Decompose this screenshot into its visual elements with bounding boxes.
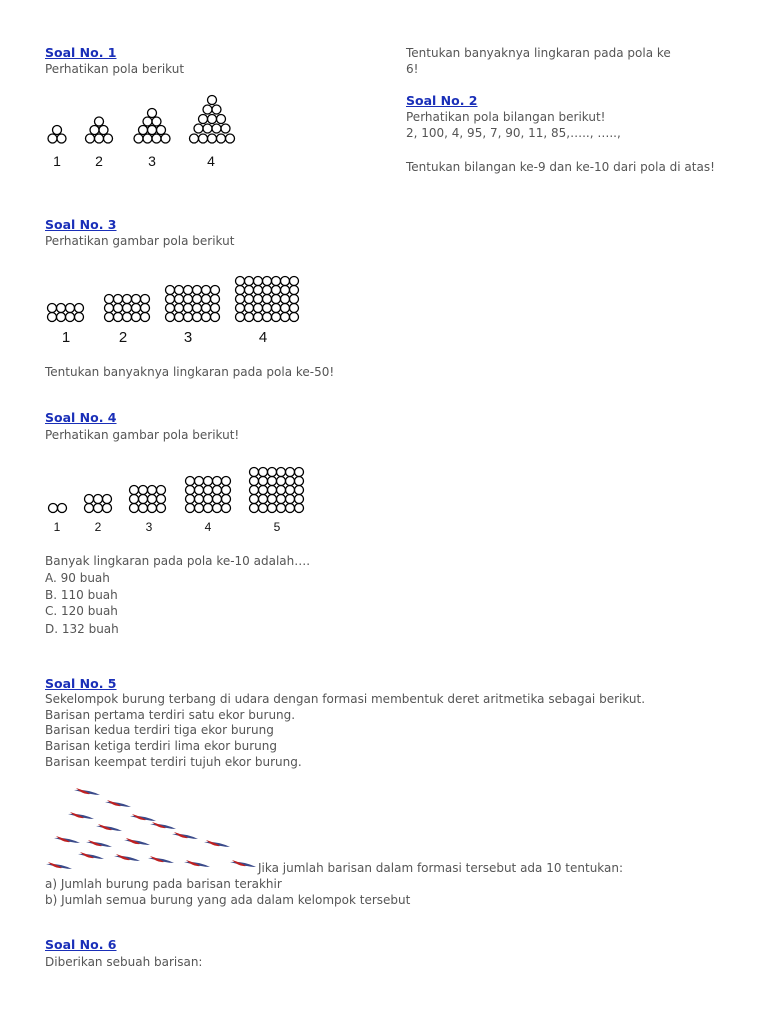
soal-5-heading[interactable]: Soal No. 5 — [45, 676, 117, 691]
pattern-circle — [290, 277, 299, 286]
pattern-circle — [286, 495, 295, 504]
soal-5-line-1: Sekelompok burung terbang di udara dengan formasi membentuk deret aritmetika sebagai berikut. — [45, 692, 646, 706]
pattern-circle — [236, 286, 245, 295]
soal-1-label-3: 3 — [148, 153, 156, 169]
pattern-circle — [259, 486, 268, 495]
pattern-circle — [186, 477, 195, 486]
pattern-circle — [281, 286, 290, 295]
pattern-circle — [277, 504, 286, 513]
pattern-circle — [114, 295, 123, 304]
soal-4-label-4: 4 — [204, 520, 212, 534]
pattern-circle — [281, 304, 290, 313]
pattern-circle — [272, 304, 281, 313]
pattern-circle — [186, 504, 195, 513]
soal-5-line-4: Barisan ketiga terdiri lima ekor burung — [45, 739, 277, 753]
bird-formation-image — [44, 782, 260, 878]
pattern-circle — [259, 468, 268, 477]
pattern-circle — [250, 486, 259, 495]
pattern-circle — [290, 313, 299, 322]
bird-icon — [150, 822, 176, 829]
pattern-circle — [202, 304, 211, 313]
bird-icon — [105, 800, 131, 807]
pattern-circle — [66, 304, 75, 313]
pattern-circle — [157, 504, 166, 513]
pattern-circle — [202, 295, 211, 304]
soal-1-heading[interactable]: Soal No. 1 — [45, 45, 117, 60]
pattern-circle — [222, 504, 231, 513]
pattern-circle — [204, 495, 213, 504]
soal-5-item-a: a) Jumlah burung pada barisan terakhir — [45, 877, 282, 891]
soal-3-label-1: 1 — [61, 329, 71, 346]
pattern-circle — [211, 313, 220, 322]
pattern-circle — [290, 286, 299, 295]
bird-icon — [204, 840, 230, 847]
pattern-circle — [103, 504, 112, 513]
pattern-circle — [94, 504, 103, 513]
pattern-circle — [277, 477, 286, 486]
bird-icon — [86, 840, 112, 847]
soal-3-label-4: 4 — [258, 329, 268, 346]
bird-icon — [172, 832, 198, 839]
pattern-circle — [57, 313, 66, 322]
pattern-circle — [148, 486, 157, 495]
pattern-circle — [211, 286, 220, 295]
pattern-circle — [272, 313, 281, 322]
pattern-circle — [48, 304, 57, 313]
bird-icon — [78, 852, 104, 859]
pattern-circle — [259, 504, 268, 513]
pattern-circle — [213, 495, 222, 504]
pattern-circle — [141, 295, 150, 304]
pattern-circle — [123, 295, 132, 304]
soal-4-option-a: A. 90 buah — [45, 571, 110, 585]
pattern-circle — [236, 313, 245, 322]
pattern-circle — [166, 295, 175, 304]
pattern-circle — [245, 286, 254, 295]
soal-5-line-3: Barisan kedua terdiri tiga ekor burung — [45, 723, 274, 737]
pattern-circle — [85, 495, 94, 504]
soal-1-question-line-2: 6! — [406, 62, 419, 76]
pattern-circle — [48, 313, 57, 322]
pattern-circle — [213, 504, 222, 513]
pattern-circle — [236, 277, 245, 286]
bird-icon — [230, 860, 256, 867]
pattern-circle — [132, 304, 141, 313]
pattern-circle — [148, 495, 157, 504]
pattern-circle — [295, 504, 304, 513]
pattern-circle — [259, 495, 268, 504]
pattern-circle — [193, 304, 202, 313]
soal-2-sequence: 2, 100, 4, 95, 7, 90, 11, 85,….., ….., — [406, 126, 621, 140]
pattern-circle — [286, 486, 295, 495]
pattern-circle — [193, 286, 202, 295]
pattern-circle — [157, 486, 166, 495]
pattern-circle — [157, 495, 166, 504]
soal-4-option-b: B. 110 buah — [45, 588, 118, 602]
bird-icon — [184, 860, 210, 867]
pattern-circle — [202, 286, 211, 295]
pattern-circle — [175, 313, 184, 322]
pattern-circle — [286, 477, 295, 486]
pattern-circle — [268, 477, 277, 486]
pattern-circle — [184, 304, 193, 313]
pattern-circle — [184, 286, 193, 295]
pattern-circle — [259, 477, 268, 486]
pattern-circle — [139, 504, 148, 513]
pattern-circle — [245, 304, 254, 313]
pattern-circle — [195, 495, 204, 504]
pattern-circle — [75, 313, 84, 322]
soal-5-line-2: Barisan pertama terdiri satu ekor burung. — [45, 708, 296, 722]
pattern-circle — [49, 504, 58, 513]
pattern-circle — [195, 477, 204, 486]
pattern-circle — [250, 495, 259, 504]
pattern-circle — [148, 504, 157, 513]
pattern-circle — [281, 313, 290, 322]
pattern-circle — [186, 495, 195, 504]
pattern-circle — [213, 486, 222, 495]
pattern-circle — [75, 304, 84, 313]
pattern-circle — [295, 495, 304, 504]
bird-icon — [74, 788, 100, 795]
pattern-circle — [263, 304, 272, 313]
pattern-circle — [105, 304, 114, 313]
pattern-circle — [186, 486, 195, 495]
pattern-circle — [132, 295, 141, 304]
pattern-circle — [263, 277, 272, 286]
pattern-circle — [85, 504, 94, 513]
pattern-circle — [222, 477, 231, 486]
pattern-circle — [211, 304, 220, 313]
pattern-circle — [130, 495, 139, 504]
pattern-circle — [123, 304, 132, 313]
pattern-circle — [277, 486, 286, 495]
soal-1-instruction: Perhatikan pola berikut — [45, 62, 185, 76]
pattern-circle — [141, 313, 150, 322]
pattern-circle — [295, 468, 304, 477]
pattern-circle — [204, 477, 213, 486]
pattern-circle — [290, 295, 299, 304]
soal-1-label-1: 1 — [53, 153, 61, 169]
soal-6-instruction: Diberikan sebuah barisan: — [45, 955, 203, 969]
pattern-circle — [250, 477, 259, 486]
pattern-circle — [268, 495, 277, 504]
pattern-circle — [268, 486, 277, 495]
bird-icon — [46, 862, 72, 869]
pattern-circle — [277, 468, 286, 477]
pattern-circle — [123, 313, 132, 322]
soal-3-rectangle-pattern — [40, 265, 310, 350]
pattern-circle — [236, 304, 245, 313]
pattern-circle — [245, 277, 254, 286]
pattern-circle — [295, 477, 304, 486]
soal-2-question: Tentukan bilangan ke-9 dan ke-10 dari pola di atas! — [406, 160, 715, 174]
soal-3-instruction: Perhatikan gambar pola berikut — [45, 234, 235, 248]
pattern-circle — [184, 313, 193, 322]
pattern-circle — [213, 477, 222, 486]
soal-1-triangle-pattern — [40, 90, 250, 170]
soal-1-label-4: 4 — [207, 153, 215, 169]
soal-4-label-5: 5 — [273, 520, 281, 534]
pattern-circle — [105, 313, 114, 322]
pattern-circle — [245, 313, 254, 322]
bird-icon — [124, 838, 150, 845]
pattern-circle — [281, 295, 290, 304]
pattern-circle — [141, 304, 150, 313]
pattern-circle — [114, 313, 123, 322]
pattern-circle — [236, 295, 245, 304]
pattern-circle — [139, 495, 148, 504]
pattern-circle — [130, 486, 139, 495]
pattern-circle — [105, 295, 114, 304]
soal-4-label-2: 2 — [94, 520, 102, 534]
pattern-circle — [272, 277, 281, 286]
pattern-circle — [175, 295, 184, 304]
pattern-circle — [263, 286, 272, 295]
pattern-circle — [193, 313, 202, 322]
pattern-circle — [103, 495, 112, 504]
pattern-circle — [58, 504, 67, 513]
pattern-circle — [204, 486, 213, 495]
pattern-circle — [184, 295, 193, 304]
soal-3-label-2: 2 — [118, 329, 128, 346]
soal-1-label-2: 2 — [95, 153, 103, 169]
pattern-circle — [66, 313, 75, 322]
pattern-circle — [268, 504, 277, 513]
soal-3-heading[interactable]: Soal No. 3 — [45, 217, 117, 232]
soal-4-heading[interactable]: Soal No. 4 — [45, 410, 117, 425]
pattern-circle — [263, 313, 272, 322]
pattern-circle — [175, 286, 184, 295]
pattern-circle — [204, 504, 213, 513]
soal-6-heading[interactable]: Soal No. 6 — [45, 937, 117, 952]
soal-4-option-c: C. 120 buah — [45, 604, 118, 618]
pattern-circle — [272, 295, 281, 304]
pattern-circle — [222, 486, 231, 495]
soal-4-rectangle-pattern — [40, 458, 320, 538]
pattern-circle — [211, 295, 220, 304]
pattern-circle — [175, 304, 184, 313]
soal-5-item-b: b) Jumlah semua burung yang ada dalam kelompok tersebut — [45, 893, 411, 907]
bird-icon — [54, 836, 80, 843]
pattern-circle — [295, 486, 304, 495]
soal-5-question: Jika jumlah barisan dalam formasi tersebut ada 10 tentukan: — [258, 861, 624, 875]
pattern-circle — [281, 277, 290, 286]
soal-4-label-3: 3 — [145, 520, 153, 534]
soal-4-question: Banyak lingkaran pada pola ke-10 adalah…. — [45, 554, 311, 568]
pattern-circle — [166, 286, 175, 295]
soal-1-question-line-1: Tentukan banyaknya lingkaran pada pola ke — [406, 46, 671, 60]
pattern-circle — [263, 295, 272, 304]
pattern-circle — [94, 495, 103, 504]
pattern-circle — [250, 504, 259, 513]
pattern-circle — [132, 313, 141, 322]
pattern-circle — [114, 304, 123, 313]
pattern-circle — [268, 468, 277, 477]
pattern-circle — [195, 504, 204, 513]
pattern-circle — [277, 495, 286, 504]
soal-4-label-1: 1 — [53, 520, 61, 534]
pattern-circle — [195, 486, 204, 495]
pattern-circle — [166, 304, 175, 313]
pattern-circle — [245, 295, 254, 304]
pattern-circle — [286, 504, 295, 513]
soal-4-option-d: D. 132 buah — [45, 622, 119, 636]
pattern-circle — [254, 313, 263, 322]
pattern-circle — [254, 295, 263, 304]
pattern-circle — [193, 295, 202, 304]
pattern-circle — [254, 277, 263, 286]
pattern-circle — [254, 304, 263, 313]
bird-icon — [68, 812, 94, 819]
soal-5-line-5: Barisan keempat terdiri tujuh ekor burung. — [45, 755, 302, 769]
pattern-circle — [166, 313, 175, 322]
bird-icon — [130, 814, 156, 821]
pattern-circle — [254, 286, 263, 295]
pattern-circle — [272, 286, 281, 295]
pattern-circle — [250, 468, 259, 477]
soal-3-label-3: 3 — [183, 329, 193, 346]
pattern-circle — [202, 313, 211, 322]
soal-2-heading[interactable]: Soal No. 2 — [406, 93, 478, 108]
pattern-circle — [222, 495, 231, 504]
pattern-circle — [286, 468, 295, 477]
soal-4-instruction: Perhatikan gambar pola berikut! — [45, 428, 240, 442]
bird-icon — [148, 856, 174, 863]
pattern-circle — [57, 304, 66, 313]
soal-3-question: Tentukan banyaknya lingkaran pada pola ke-50! — [45, 365, 335, 379]
pattern-circle — [139, 486, 148, 495]
pattern-circle — [290, 304, 299, 313]
pattern-circle — [130, 504, 139, 513]
bird-icon — [96, 824, 122, 831]
soal-2-instruction: Perhatikan pola bilangan berikut! — [406, 110, 606, 124]
bird-icon — [114, 854, 140, 861]
